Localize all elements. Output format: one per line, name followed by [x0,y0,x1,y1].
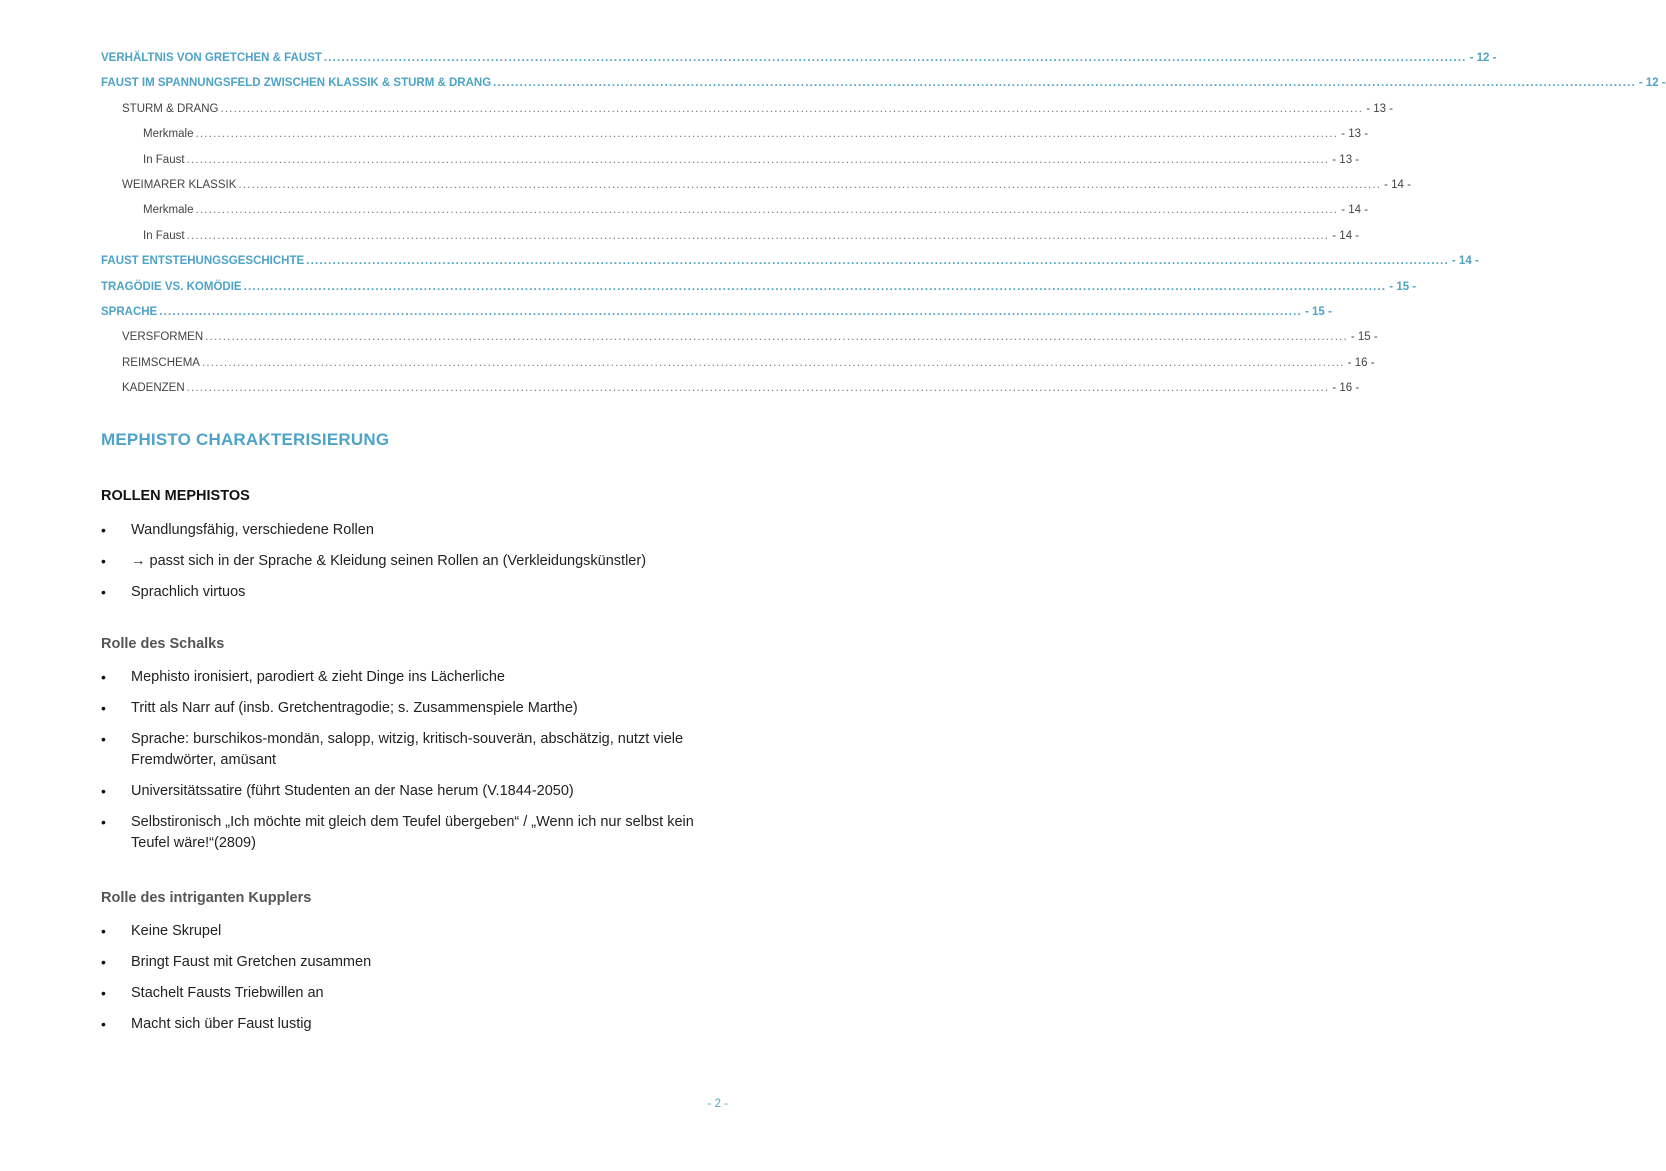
toc-leader: .................................................................................................................................................................................................................................................................... [306,255,1449,268]
toc-entry[interactable] [101,204,1369,229]
list-item-text: Sprachlich virtuos [131,584,246,600]
toc-entry[interactable] [101,305,1332,331]
list-item-text: Wandlungsfähig, verschiedene Rollen [131,522,374,538]
bullet-list [101,520,731,613]
bullet-list [101,667,731,864]
toc-leader: .................................................................................................................................................................................................................................................................... [186,382,1330,395]
list-item [101,812,731,854]
toc-entry-page: - 14 - [1384,178,1411,191]
toc-leader: .................................................................................................................................................................................................................................................................... [220,102,1364,115]
toc-entry-page: - 13 - [1366,102,1394,115]
toc-entry[interactable] [101,255,1479,280]
toc-leader: .................................................................................................................................................................................................................................................................... [323,52,1467,64]
list-item-text: → passt sich in der Sprache & Kleidung seinen Rollen an (Verkleidungskünstler) [131,553,647,569]
bullet-icon: • [101,985,106,1001]
section-heading: Rolle des intriganten Kupplers [101,890,312,906]
toc-entry[interactable] [101,331,1378,356]
list-item-text: Selbstironisch „Ich möchte mit gleich dem Teufel übergeben“ / „Wenn ich nur selbst kein Teufel wäre!“(2809) [131,814,694,851]
toc-entry[interactable] [101,52,1497,77]
bullet-icon: • [101,669,106,685]
toc-leader: .................................................................................................................................................................................................................................................................... [243,280,1387,293]
list-item [101,667,731,688]
toc-entry[interactable] [101,128,1369,153]
toc-entry-title: FAUST IM SPANNUNGSFELD ZWISCHEN KLASSIK & STURM & DRANG [101,77,492,90]
toc-leader: .................................................................................................................................................................................................................................................................... [186,229,1330,242]
toc-entry-title: VERHÄLTNIS VON GRETCHEN & FAUST [101,52,322,64]
section-heading: Rolle des Schalks [101,636,225,652]
list-item-text: Macht sich über Faust lustig [131,1016,312,1032]
toc-leader: .................................................................................................................................................................................................................................................................... [186,153,1330,166]
list-item-text: Sprache: burschikos-mondän, salopp, witzig, kritisch-souverän, abschätzig, nutzt viele Fremdwörter, amüsant [131,731,684,768]
list-item [101,1014,731,1035]
toc-entry-title: WEIMARER KLASSIK [122,178,237,191]
toc-entry-title: STURM & DRANG [122,102,219,115]
toc-entry-page: - 13 - [1341,128,1369,141]
bullet-icon: • [101,814,106,830]
toc-entry-page: - 12 - [1638,77,1666,90]
toc-entry-page: - 12 - [1469,52,1497,64]
toc-entry-title: In Faust [143,229,185,242]
list-item [101,921,731,942]
bullet-icon: • [101,584,106,600]
bullet-list [101,921,731,1045]
toc-entry-page: - 14 - [1332,229,1360,242]
toc-entry-title: Merkmale [143,128,194,141]
toc-entry[interactable] [101,102,1394,128]
bullet-icon: • [101,954,106,970]
list-item [101,729,731,771]
toc-entry-page: - 15 - [1389,280,1417,293]
main-heading: MEPHISTO CHARAKTERISIERUNG [101,430,390,449]
toc-leader: .................................................................................................................................................................................................................................................................... [493,77,1636,90]
toc-entry[interactable] [101,356,1375,382]
page-number: - 2 - [707,1098,728,1110]
bullet-icon: • [101,522,106,538]
list-item-text: Tritt als Narr auf (insb. Gretchentragodie; s. Zusammenspiele Marthe) [131,700,578,716]
toc-entry-page: - 13 - [1332,153,1360,166]
bullet-icon: • [101,731,106,747]
toc-leader: .................................................................................................................................................................................................................................................................... [205,331,1348,344]
table-of-contents [101,52,1666,407]
section-heading: ROLLEN MEPHISTOS [101,488,250,504]
toc-entry-title: FAUST ENTSTEHUNGSGESCHICHTE [101,255,305,268]
toc-entry[interactable] [101,153,1360,179]
list-item-text: Stachelt Fausts Triebwillen an [131,985,324,1001]
toc-entry-title: Merkmale [143,204,194,217]
toc-entry-page: - 15 - [1304,305,1332,318]
list-item-text: Mephisto ironisiert, parodiert & zieht Dinge ins Lächerliche [131,669,505,685]
toc-entry-title: KADENZEN [122,382,185,395]
toc-entry-page: - 16 - [1332,382,1360,395]
list-item [101,952,731,973]
list-item [101,698,731,719]
list-item [101,781,731,802]
toc-leader: .................................................................................................................................................................................................................................................................... [195,204,1339,217]
toc-entry-title: SPRACHE [101,305,158,318]
toc-entry-page: - 15 - [1350,331,1378,344]
list-item [101,983,731,1004]
toc-entry[interactable] [101,77,1666,102]
toc-entry[interactable] [101,178,1411,204]
list-item [101,551,731,572]
toc-leader: .................................................................................................................................................................................................................................................................... [195,128,1339,141]
bullet-icon: • [101,783,106,799]
toc-leader: .................................................................................................................................................................................................................................................................... [238,178,1382,191]
toc-entry-page: - 14 - [1341,204,1369,217]
toc-entry-title: In Faust [143,153,185,166]
toc-entry-title: VERSFORMEN [122,331,204,344]
toc-entry-title: TRAGÖDIE VS. KOMÖDIE [101,280,242,293]
toc-entry-page: - 16 - [1347,356,1375,369]
list-item [101,520,731,541]
list-item-text: Keine Skrupel [131,923,222,939]
toc-leader: .................................................................................................................................................................................................................................................................... [159,305,1302,318]
toc-entry[interactable] [101,229,1360,255]
toc-entry-title: REIMSCHEMA [122,356,200,369]
toc-entry[interactable] [101,280,1417,306]
bullet-icon: • [101,553,106,569]
toc-entry-page: - 14 - [1451,255,1479,268]
toc-entry[interactable] [101,382,1360,407]
toc-leader: .................................................................................................................................................................................................................................................................... [201,356,1345,369]
bullet-icon: • [101,700,106,716]
bullet-icon: • [101,1016,106,1032]
bullet-icon: • [101,923,106,939]
list-item [101,582,731,603]
list-item-text: Universitätssatire (führt Studenten an der Nase herum (V.1844-2050) [131,783,574,799]
list-item-text: Bringt Faust mit Gretchen zusammen [131,954,372,970]
